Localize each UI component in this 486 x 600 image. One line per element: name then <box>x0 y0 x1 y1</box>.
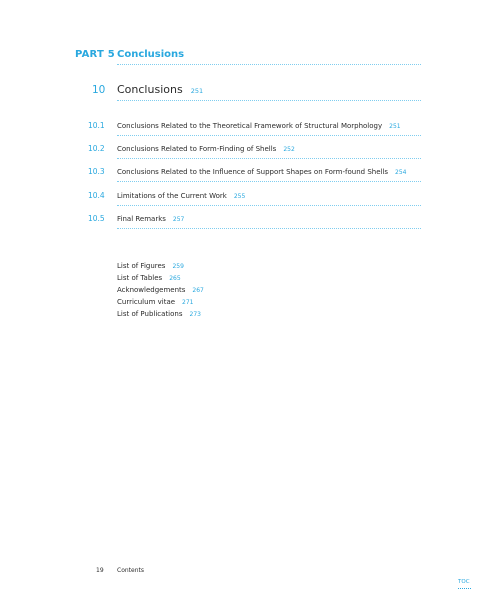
section-title: Conclusions Related to Form-Finding of Shells <box>117 145 277 153</box>
back-matter-title: List of Figures <box>117 262 166 270</box>
running-footer: Contents <box>117 567 144 574</box>
part-label: PART 5 <box>75 49 115 60</box>
back-matter-entry[interactable] <box>117 298 194 306</box>
section-title: Limitations of the Current Work <box>117 192 227 200</box>
section-number: 10.3 <box>88 167 105 176</box>
back-matter-entry[interactable] <box>117 310 201 318</box>
chapter-number: 10 <box>92 84 106 96</box>
toc-link-underline <box>458 588 471 589</box>
divider <box>117 100 421 101</box>
back-matter-entry[interactable] <box>117 286 204 294</box>
chapter-page[interactable]: 251 <box>190 87 204 95</box>
section-page[interactable]: 252 <box>283 146 295 153</box>
section-title: Conclusions Related to the Theoretical Framework of Structural Morphology <box>117 122 383 130</box>
section-title: Conclusions Related to the Influence of Support Shapes on Form-found Shells <box>117 168 389 176</box>
section-number: 10.2 <box>88 144 105 153</box>
back-matter-page[interactable]: 265 <box>169 275 181 282</box>
back-matter-page[interactable]: 259 <box>172 263 184 270</box>
section-entry[interactable] <box>117 122 401 130</box>
section-entry[interactable] <box>117 215 184 223</box>
section-title: Final Remarks <box>117 215 166 223</box>
section-entry[interactable] <box>117 168 407 176</box>
section-page[interactable]: 251 <box>389 123 401 130</box>
back-matter-title: List of Tables <box>117 274 163 282</box>
section-number: 10.1 <box>88 121 105 130</box>
section-entry[interactable] <box>117 145 295 153</box>
back-matter-title: Acknowledgements <box>117 286 186 294</box>
divider <box>117 205 421 206</box>
section-number: 10.4 <box>88 191 105 200</box>
section-number: 10.5 <box>88 214 105 223</box>
divider <box>117 228 421 229</box>
section-page[interactable]: 255 <box>233 193 246 200</box>
back-matter-page[interactable]: 271 <box>182 299 194 306</box>
divider <box>117 135 421 136</box>
back-matter-entry[interactable] <box>117 262 184 270</box>
divider <box>117 64 421 65</box>
back-matter-entry[interactable] <box>117 274 181 282</box>
chapter-title: Conclusions <box>117 83 183 96</box>
back-matter-title: Curriculum vitae <box>117 298 176 306</box>
section-entry[interactable] <box>117 192 245 200</box>
section-page[interactable]: 257 <box>172 216 185 223</box>
section-page[interactable]: 254 <box>395 169 407 176</box>
divider <box>117 158 421 159</box>
back-matter-page[interactable]: 267 <box>192 287 204 294</box>
back-matter-title: List of Publications <box>117 310 183 318</box>
divider <box>117 181 421 182</box>
page-number: 19 <box>96 567 104 574</box>
chapter-entry[interactable] <box>117 83 203 96</box>
back-matter-page[interactable]: 273 <box>189 311 201 318</box>
toc-link[interactable]: TOC <box>458 579 470 585</box>
part-title: Conclusions <box>117 49 185 60</box>
